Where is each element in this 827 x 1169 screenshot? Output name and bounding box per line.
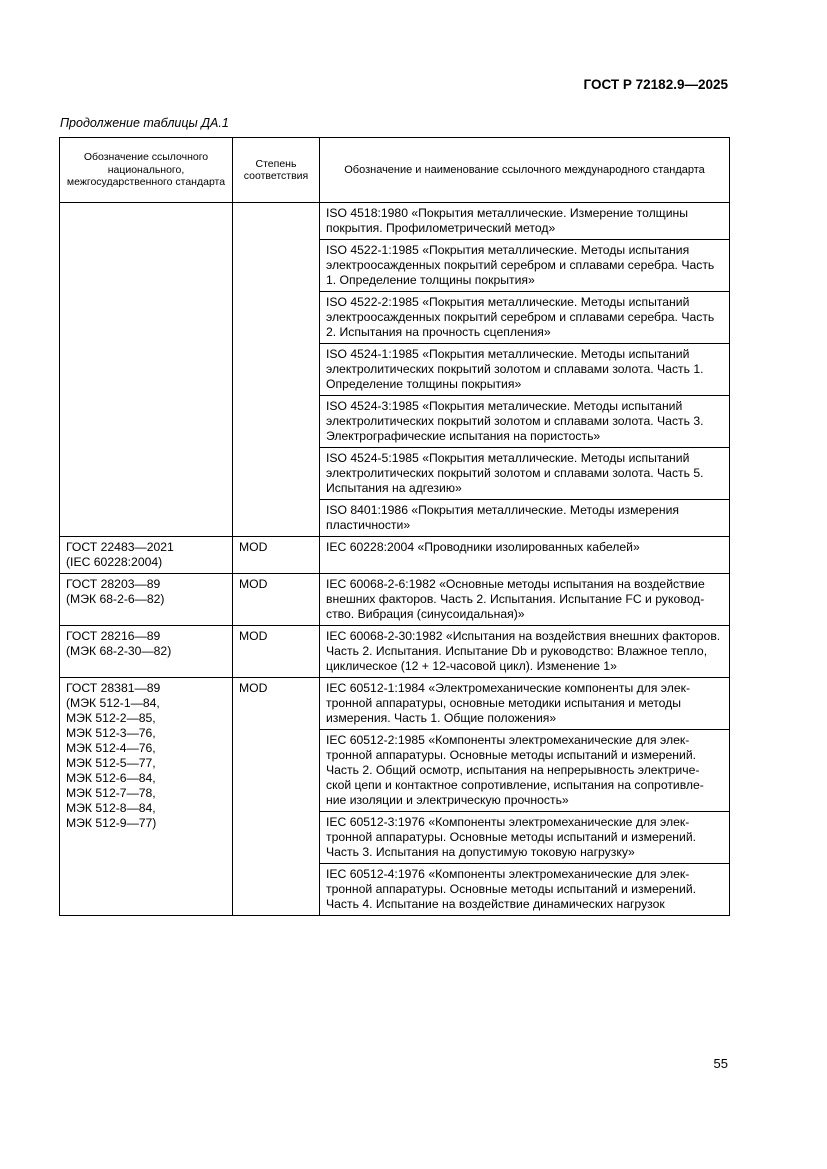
reference-standards-table: [59, 137, 730, 916]
international-standard-cell: IEC 60512-3:1976 «Компоненты электромеханические для элек-тронной аппаратуры. Основные методы испытаний и измерений. Часть 3. Испытания на допустимую токовую нагрузку»: [320, 812, 730, 864]
international-standard-cell: ISO 4524-3:1985 «Покрытия металические. Методы испытаний электролитических покрытий золотом и сплавами золота. Часть 3. Электрографические испытания на пористость»: [320, 396, 730, 448]
national-standard-cell: [60, 203, 233, 537]
table-body: [60, 203, 730, 916]
table-caption: Продолжение таблицы ДА.1: [60, 116, 229, 130]
national-standard-cell: ГОСТ 28381—89 (МЭК 512-1—84, МЭК 512-2—85, МЭК 512-3—76, МЭК 512-4—76, МЭК 512-5—77, МЭК 512-6—84, МЭК 512-7—78, МЭК 512-8—84, МЭК 512-9—77): [60, 678, 233, 916]
header-national-standard: Обозначение ссылочного национального, межгосударственного стандарта: [60, 138, 233, 203]
international-standard-cell: IEC 60512-4:1976 «Компоненты электромеханические для элек-тронной аппаратуры. Основные методы испытаний и измерений. Часть 4. Испытание на воздействие динамических нагрузок: [320, 864, 730, 916]
table-row: [60, 626, 730, 678]
degree-cell: [233, 203, 320, 537]
table-header-row: [60, 138, 730, 203]
international-standard-cell: ISO 4524-1:1985 «Покрытия металлические. Методы испытаний электролитических покрытий золотом и сплавами золота. Часть 1. Определение толщины покрытия»: [320, 344, 730, 396]
national-standard-cell: ГОСТ 28203—89 (МЭК 68-2-6—82): [60, 574, 233, 626]
degree-cell: MOD: [233, 574, 320, 626]
degree-cell: MOD: [233, 537, 320, 574]
international-standard-cell: IEC 60068-2-6:1982 «Основные методы испытания на воздействие внешних факторов. Часть 2. Испытания. Испытание FC и руковод-ство. Вибрация (синусоидальная)»: [320, 574, 730, 626]
national-standard-cell: ГОСТ 22483—2021 (IEC 60228:2004): [60, 537, 233, 574]
international-standard-cell: ISO 4518:1980 «Покрытия металлические. Измерение толщины покрытия. Профилометрический метод»: [320, 203, 730, 240]
international-standard-cell: IEC 60068-2-30:1982 «Испытания на воздействия внешних факторов. Часть 2. Испытания. Испытание Db и руководство: Влажное тепло, циклическое (12 + 12-часовой цикл). Изменение 1»: [320, 626, 730, 678]
header-international-standard: Обозначение и наименование ссылочного международного стандарта: [320, 138, 730, 203]
national-standard-cell: ГОСТ 28216—89 (МЭК 68-2-30—82): [60, 626, 233, 678]
international-standard-cell: ISO 4522-2:1985 «Покрытия металлические. Методы испытаний электроосажденных покрытий серебром и сплавами серебра. Часть 2. Испытания на прочность сцепления»: [320, 292, 730, 344]
doc-code: ГОСТ Р 72182.9—2025: [583, 77, 728, 92]
international-standard-cell: IEC 60512-2:1985 «Компоненты электромеханические для элек-тронной аппаратуры. Основные методы испытаний и измерений. Часть 2. Общий осмотр, испытания на непрерывность электриче-ской цепи и контактное сопротивление, испытания на сопротивле-ние изоляции и электрическую прочность»: [320, 730, 730, 812]
table-row: [60, 537, 730, 574]
international-standard-cell: ISO 8401:1986 «Покрытия металлические. Методы измерения пластичности»: [320, 500, 730, 537]
degree-cell: MOD: [233, 626, 320, 678]
international-standard-cell: ISO 4522-1:1985 «Покрытия металлические. Методы испытания электроосажденных покрытий серебром и сплавами серебра. Часть 1. Определение толщины покрытия»: [320, 240, 730, 292]
page-number: 55: [713, 1056, 728, 1071]
table-row: [60, 678, 730, 730]
international-standard-cell: IEC 60512-1:1984 «Электромеханические компоненты для элек-тронной аппаратуры, основные методики испытания и методы измерения. Часть 1. Общие положения»: [320, 678, 730, 730]
degree-cell: MOD: [233, 678, 320, 916]
table-row: [60, 574, 730, 626]
table-row: [60, 203, 730, 240]
international-standard-cell: IEC 60228:2004 «Проводники изолированных кабелей»: [320, 537, 730, 574]
header-degree: Степень соответствия: [233, 138, 320, 203]
international-standard-cell: ISO 4524-5:1985 «Покрытия металлические. Методы испытаний электролитических покрытий золотом и сплавами золота. Часть 5. Испытания на адгезию»: [320, 448, 730, 500]
